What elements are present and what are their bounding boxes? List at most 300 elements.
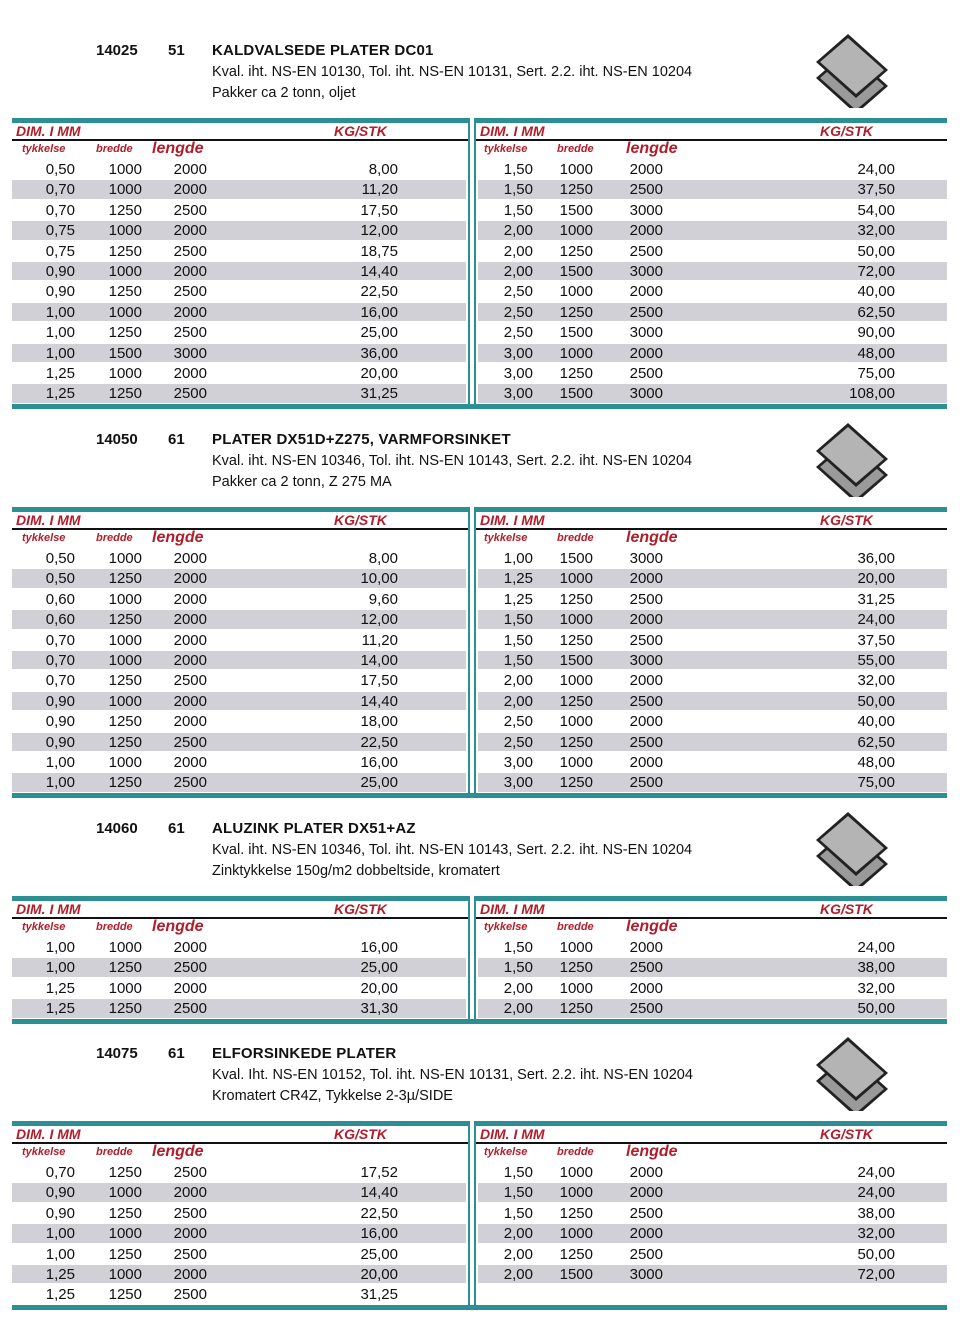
length-cell: 2500 bbox=[173, 283, 207, 301]
width-cell: 1000 bbox=[559, 222, 593, 240]
right-half bbox=[478, 773, 947, 791]
weight-cell: 18,75 bbox=[360, 242, 398, 260]
bredde-header: bredde bbox=[96, 143, 133, 155]
length-cell: 2500 bbox=[629, 1245, 663, 1263]
table-row bbox=[12, 691, 947, 711]
width-cell: 1000 bbox=[108, 1184, 142, 1202]
product-title: ALUZINK PLATER DX51+AZ bbox=[212, 820, 416, 837]
width-cell: 1250 bbox=[108, 733, 142, 751]
article-code: 14050 bbox=[96, 431, 138, 448]
weight-cell: 11,20 bbox=[361, 631, 398, 649]
weight-cell: 48,00 bbox=[857, 754, 895, 771]
length-cell: 2500 bbox=[629, 1204, 663, 1222]
thickness-cell: 3,00 bbox=[503, 344, 533, 362]
weight-cell: 72,00 bbox=[857, 263, 895, 280]
column-header bbox=[12, 123, 947, 139]
length-cell: 2000 bbox=[173, 631, 207, 649]
thickness-cell: 1,50 bbox=[503, 1204, 533, 1222]
width-cell: 1000 bbox=[559, 611, 593, 629]
width-cell: 1250 bbox=[108, 959, 142, 977]
length-cell: 2000 bbox=[629, 672, 663, 690]
weight-cell: 16,00 bbox=[360, 303, 398, 321]
length-cell: 2000 bbox=[629, 161, 663, 178]
weight-cell: 54,00 bbox=[857, 201, 895, 219]
thickness-cell: 3,00 bbox=[503, 365, 533, 382]
length-cell: 2000 bbox=[173, 570, 207, 588]
left-half bbox=[12, 692, 466, 710]
length-cell: 2000 bbox=[173, 1225, 207, 1243]
length-cell: 2000 bbox=[629, 611, 663, 629]
length-cell: 2500 bbox=[173, 324, 207, 342]
width-cell: 1000 bbox=[559, 161, 593, 178]
thickness-cell: 1,25 bbox=[45, 1286, 75, 1304]
weight-cell: 32,00 bbox=[857, 979, 895, 997]
length-cell: 2000 bbox=[629, 713, 663, 731]
weight-cell: 37,50 bbox=[857, 631, 895, 649]
table-row bbox=[12, 957, 947, 977]
packing-line: Pakker ca 2 tonn, oljet bbox=[212, 85, 356, 101]
width-cell: 1000 bbox=[559, 939, 593, 956]
table-row bbox=[12, 1162, 947, 1182]
weight-cell: 8,00 bbox=[368, 550, 398, 567]
width-cell: 1000 bbox=[108, 222, 142, 240]
right-half bbox=[478, 590, 947, 608]
thickness-cell: 1,00 bbox=[45, 939, 75, 956]
weight-cell: 8,00 bbox=[368, 161, 398, 178]
weight-cell: 31,30 bbox=[360, 1000, 398, 1018]
lengde-header: lengde bbox=[152, 918, 204, 935]
article-code: 14025 bbox=[96, 42, 138, 59]
bredde-header: bredde bbox=[557, 1146, 594, 1158]
width-cell: 1250 bbox=[108, 324, 142, 342]
length-cell: 3000 bbox=[629, 652, 663, 669]
width-cell: 1500 bbox=[559, 385, 593, 403]
length-cell: 2500 bbox=[173, 201, 207, 219]
tykkelse-header: tykkelse bbox=[22, 921, 66, 933]
weight-cell: 62,50 bbox=[857, 733, 895, 751]
width-cell: 1250 bbox=[559, 1245, 593, 1263]
table-row bbox=[12, 998, 947, 1018]
length-cell: 2000 bbox=[173, 181, 207, 199]
group-number: 61 bbox=[168, 820, 185, 837]
steel-plates-icon bbox=[812, 806, 892, 886]
width-cell: 1250 bbox=[559, 1000, 593, 1018]
right-half bbox=[478, 938, 947, 956]
right-half bbox=[478, 958, 947, 976]
right-half bbox=[478, 692, 947, 710]
right-half bbox=[478, 569, 947, 587]
weight-cell: 11,20 bbox=[361, 181, 398, 199]
thickness-cell: 2,00 bbox=[503, 979, 533, 997]
lengde-header: lengde bbox=[626, 529, 678, 546]
width-cell: 1000 bbox=[108, 652, 142, 669]
bredde-header: bredde bbox=[557, 143, 594, 155]
dimension-table bbox=[12, 896, 947, 1024]
table-rows bbox=[12, 937, 947, 1019]
width-cell: 1250 bbox=[108, 283, 142, 301]
thickness-cell: 1,00 bbox=[45, 344, 75, 362]
thickness-cell: 1,25 bbox=[503, 590, 533, 608]
left-half bbox=[12, 958, 466, 976]
right-half bbox=[478, 262, 947, 280]
right-half bbox=[478, 753, 947, 771]
spec-line: Kval. iht. NS-EN 10346, Tol. iht. NS-EN 10143, Sert. 2.2. iht. NS-EN 10204 bbox=[212, 842, 693, 858]
thickness-cell: 0,50 bbox=[45, 161, 75, 178]
left-half bbox=[12, 242, 466, 260]
left-half bbox=[12, 753, 466, 771]
width-cell: 1000 bbox=[108, 979, 142, 997]
width-cell: 1000 bbox=[559, 344, 593, 362]
weight-cell: 50,00 bbox=[857, 692, 895, 710]
weight-cell: 10,00 bbox=[360, 570, 398, 588]
weight-cell: 62,50 bbox=[857, 303, 895, 321]
bredde-header: bredde bbox=[557, 532, 594, 544]
length-cell: 3000 bbox=[629, 550, 663, 567]
left-half bbox=[12, 303, 466, 321]
table-bottom-bar bbox=[12, 1019, 947, 1024]
thickness-cell: 1,50 bbox=[503, 201, 533, 219]
thickness-cell: 0,90 bbox=[45, 1184, 75, 1202]
thickness-cell: 1,00 bbox=[45, 1225, 75, 1243]
table-row bbox=[12, 343, 947, 363]
thickness-cell: 0,75 bbox=[45, 242, 75, 260]
right-half bbox=[478, 1245, 947, 1263]
weight-cell: 20,00 bbox=[360, 979, 398, 997]
thickness-cell: 2,00 bbox=[503, 263, 533, 280]
weight-cell: 50,00 bbox=[857, 242, 895, 260]
width-cell: 1500 bbox=[559, 550, 593, 567]
length-cell: 2000 bbox=[173, 939, 207, 956]
length-cell: 2000 bbox=[173, 611, 207, 629]
width-cell: 1000 bbox=[108, 303, 142, 321]
left-half bbox=[12, 384, 466, 402]
length-cell: 2000 bbox=[173, 550, 207, 567]
table-row bbox=[12, 241, 947, 261]
width-cell: 1250 bbox=[108, 242, 142, 260]
weight-cell: 31,25 bbox=[857, 590, 895, 608]
width-cell: 1250 bbox=[108, 1286, 142, 1304]
table-rows bbox=[12, 1162, 947, 1305]
thickness-cell: 1,50 bbox=[503, 939, 533, 956]
width-cell: 1000 bbox=[108, 692, 142, 710]
width-cell: 1000 bbox=[108, 161, 142, 178]
weight-cell: 17,50 bbox=[360, 201, 398, 219]
length-cell: 2500 bbox=[629, 692, 663, 710]
article-code: 14060 bbox=[96, 820, 138, 837]
column-header bbox=[12, 901, 947, 917]
weight-cell: 40,00 bbox=[857, 283, 895, 301]
section-header bbox=[0, 816, 960, 896]
weight-cell: 24,00 bbox=[857, 1164, 895, 1181]
length-cell: 2500 bbox=[173, 1164, 207, 1181]
dim-header: DIM. I MM bbox=[16, 1126, 81, 1142]
width-cell: 1500 bbox=[559, 1266, 593, 1283]
width-cell: 1000 bbox=[559, 570, 593, 588]
right-half bbox=[478, 1183, 947, 1201]
table-bottom-bar bbox=[12, 793, 947, 798]
thickness-cell: 1,50 bbox=[503, 181, 533, 199]
thickness-cell: 2,00 bbox=[503, 242, 533, 260]
left-half bbox=[12, 344, 466, 362]
width-cell: 1250 bbox=[108, 1245, 142, 1263]
section-header bbox=[0, 1041, 960, 1121]
left-half bbox=[12, 651, 466, 669]
width-cell: 1000 bbox=[559, 1225, 593, 1243]
thickness-cell: 1,50 bbox=[503, 611, 533, 629]
width-cell: 1000 bbox=[108, 181, 142, 199]
left-half bbox=[12, 999, 466, 1017]
lengde-header: lengde bbox=[626, 1143, 678, 1160]
table-row bbox=[12, 302, 947, 322]
table-row bbox=[12, 670, 947, 690]
right-half bbox=[478, 1285, 947, 1303]
right-half bbox=[478, 671, 947, 689]
right-half bbox=[478, 1163, 947, 1181]
dim-header: DIM. I MM bbox=[480, 512, 545, 528]
table-row bbox=[12, 589, 947, 609]
length-cell: 2500 bbox=[173, 1000, 207, 1018]
dim-header: DIM. I MM bbox=[16, 512, 81, 528]
weight-cell: 22,50 bbox=[360, 283, 398, 301]
length-cell: 2000 bbox=[173, 1184, 207, 1202]
tykkelse-header: tykkelse bbox=[22, 1146, 66, 1158]
thickness-cell: 0,90 bbox=[45, 1204, 75, 1222]
group-number: 51 bbox=[168, 42, 185, 59]
length-cell: 2000 bbox=[173, 365, 207, 382]
column-divider bbox=[468, 118, 476, 404]
thickness-cell: 0,70 bbox=[45, 1164, 75, 1181]
length-cell: 2500 bbox=[629, 631, 663, 649]
width-cell: 1500 bbox=[559, 263, 593, 280]
table-row bbox=[12, 1244, 947, 1264]
right-half bbox=[478, 712, 947, 730]
length-cell: 2000 bbox=[629, 283, 663, 301]
length-cell: 2000 bbox=[173, 692, 207, 710]
weight-cell: 38,00 bbox=[857, 959, 895, 977]
thickness-cell: 2,00 bbox=[503, 1266, 533, 1283]
thickness-cell: 0,50 bbox=[45, 570, 75, 588]
length-cell: 2500 bbox=[629, 959, 663, 977]
width-cell: 1000 bbox=[108, 590, 142, 608]
kg-header: KG/STK bbox=[334, 1126, 387, 1142]
table-row bbox=[12, 1264, 947, 1284]
sub-header bbox=[12, 530, 947, 548]
right-half bbox=[478, 323, 947, 341]
lengde-header: lengde bbox=[626, 918, 678, 935]
length-cell: 2500 bbox=[629, 733, 663, 751]
weight-cell: 20,00 bbox=[360, 365, 398, 382]
weight-cell: 14,40 bbox=[360, 263, 398, 280]
right-half bbox=[478, 733, 947, 751]
weight-cell: 24,00 bbox=[857, 1184, 895, 1202]
length-cell: 2000 bbox=[629, 1225, 663, 1243]
length-cell: 2000 bbox=[173, 652, 207, 669]
weight-cell: 16,00 bbox=[360, 939, 398, 956]
weight-cell: 24,00 bbox=[857, 161, 895, 178]
tykkelse-header: tykkelse bbox=[22, 532, 66, 544]
thickness-cell: 2,50 bbox=[503, 713, 533, 731]
thickness-cell: 3,00 bbox=[503, 754, 533, 771]
left-half bbox=[12, 1163, 466, 1181]
width-cell: 1000 bbox=[559, 1184, 593, 1202]
table-row bbox=[12, 650, 947, 670]
left-half bbox=[12, 938, 466, 956]
packing-line: Kromatert CR4Z, Tykkelse 2-3µ/SIDE bbox=[212, 1088, 453, 1104]
length-cell: 2000 bbox=[629, 222, 663, 240]
width-cell: 1250 bbox=[108, 570, 142, 588]
table-row bbox=[12, 568, 947, 588]
right-half bbox=[478, 344, 947, 362]
product-title: ELFORSINKEDE PLATER bbox=[212, 1045, 397, 1062]
weight-cell: 16,00 bbox=[360, 754, 398, 771]
weight-cell: 31,25 bbox=[360, 1286, 398, 1304]
right-half bbox=[478, 999, 947, 1017]
left-half bbox=[12, 221, 466, 239]
width-cell: 1500 bbox=[108, 344, 142, 362]
weight-cell: 48,00 bbox=[857, 344, 895, 362]
width-cell: 1250 bbox=[108, 672, 142, 690]
thickness-cell: 1,25 bbox=[45, 365, 75, 382]
length-cell: 2500 bbox=[629, 181, 663, 199]
length-cell: 2500 bbox=[629, 365, 663, 382]
weight-cell: 22,50 bbox=[360, 733, 398, 751]
thickness-cell: 0,50 bbox=[45, 550, 75, 567]
left-half bbox=[12, 569, 466, 587]
column-header bbox=[12, 1126, 947, 1142]
length-cell: 3000 bbox=[629, 201, 663, 219]
table-row bbox=[12, 937, 947, 957]
length-cell: 2500 bbox=[173, 1286, 207, 1304]
thickness-cell: 2,00 bbox=[503, 692, 533, 710]
section-header bbox=[0, 38, 960, 118]
right-half bbox=[478, 221, 947, 239]
weight-cell: 90,00 bbox=[857, 324, 895, 342]
sub-header bbox=[12, 1144, 947, 1162]
length-cell: 2000 bbox=[629, 979, 663, 997]
length-cell: 2000 bbox=[173, 1266, 207, 1283]
thickness-cell: 0,70 bbox=[45, 181, 75, 199]
thickness-cell: 1,25 bbox=[503, 570, 533, 588]
width-cell: 1250 bbox=[559, 1204, 593, 1222]
thickness-cell: 1,50 bbox=[503, 161, 533, 178]
tykkelse-header: tykkelse bbox=[484, 143, 528, 155]
thickness-cell: 1,25 bbox=[45, 979, 75, 997]
left-half bbox=[12, 262, 466, 280]
width-cell: 1250 bbox=[108, 713, 142, 731]
packing-line: Zinktykkelse 150g/m2 dobbeltside, kromatert bbox=[212, 863, 500, 879]
left-half bbox=[12, 1204, 466, 1222]
table-row bbox=[12, 179, 947, 199]
weight-cell: 16,00 bbox=[360, 1225, 398, 1243]
length-cell: 2500 bbox=[629, 1000, 663, 1018]
width-cell: 1500 bbox=[559, 201, 593, 219]
width-cell: 1250 bbox=[559, 365, 593, 382]
weight-cell: 38,00 bbox=[857, 1204, 895, 1222]
table-bottom-bar bbox=[12, 404, 947, 409]
length-cell: 2000 bbox=[629, 754, 663, 771]
bredde-header: bredde bbox=[96, 532, 133, 544]
weight-cell: 14,40 bbox=[360, 692, 398, 710]
column-divider bbox=[468, 1121, 476, 1305]
packing-line: Pakker ca 2 tonn, Z 275 MA bbox=[212, 474, 392, 490]
left-half bbox=[12, 1224, 466, 1242]
length-cell: 2000 bbox=[173, 590, 207, 608]
weight-cell: 24,00 bbox=[857, 939, 895, 956]
left-half bbox=[12, 1265, 466, 1283]
dim-header: DIM. I MM bbox=[16, 901, 81, 917]
thickness-cell: 1,00 bbox=[45, 303, 75, 321]
section-header bbox=[0, 427, 960, 507]
left-half bbox=[12, 1245, 466, 1263]
left-half bbox=[12, 712, 466, 730]
tykkelse-header: tykkelse bbox=[484, 532, 528, 544]
column-divider bbox=[468, 507, 476, 793]
kg-header: KG/STK bbox=[820, 512, 873, 528]
width-cell: 1000 bbox=[108, 550, 142, 567]
product-title: PLATER DX51D+Z275, VARMFORSINKET bbox=[212, 431, 511, 448]
weight-cell: 25,00 bbox=[360, 774, 398, 792]
right-half bbox=[478, 979, 947, 997]
length-cell: 2500 bbox=[629, 303, 663, 321]
table-row bbox=[12, 609, 947, 629]
right-half bbox=[478, 303, 947, 321]
length-cell: 2500 bbox=[173, 959, 207, 977]
product-title: KALDVALSEDE PLATER DC01 bbox=[212, 42, 434, 59]
weight-cell: 31,25 bbox=[360, 385, 398, 403]
length-cell: 2500 bbox=[173, 733, 207, 751]
width-cell: 1250 bbox=[559, 692, 593, 710]
table-row bbox=[12, 630, 947, 650]
width-cell: 1000 bbox=[559, 283, 593, 301]
left-half bbox=[12, 773, 466, 791]
right-half bbox=[478, 1204, 947, 1222]
width-cell: 1000 bbox=[559, 672, 593, 690]
weight-cell: 17,52 bbox=[360, 1164, 398, 1181]
width-cell: 1000 bbox=[108, 939, 142, 956]
left-half bbox=[12, 733, 466, 751]
width-cell: 1250 bbox=[108, 774, 142, 792]
thickness-cell: 1,00 bbox=[503, 550, 533, 567]
left-half bbox=[12, 1285, 466, 1303]
thickness-cell: 1,50 bbox=[503, 1164, 533, 1181]
length-cell: 2500 bbox=[629, 774, 663, 792]
thickness-cell: 2,50 bbox=[503, 733, 533, 751]
column-divider bbox=[468, 896, 476, 1019]
dim-header: DIM. I MM bbox=[16, 123, 81, 139]
steel-plates-icon bbox=[812, 417, 892, 497]
thickness-cell: 0,90 bbox=[45, 713, 75, 731]
length-cell: 2500 bbox=[173, 1204, 207, 1222]
width-cell: 1250 bbox=[559, 733, 593, 751]
table-row bbox=[12, 711, 947, 731]
table-row bbox=[12, 261, 947, 281]
weight-cell: 22,50 bbox=[360, 1204, 398, 1222]
table-row bbox=[12, 978, 947, 998]
left-half bbox=[12, 671, 466, 689]
table-row bbox=[12, 383, 947, 403]
length-cell: 2000 bbox=[629, 1184, 663, 1202]
thickness-cell: 1,00 bbox=[45, 1245, 75, 1263]
width-cell: 1250 bbox=[559, 774, 593, 792]
width-cell: 1250 bbox=[559, 181, 593, 199]
length-cell: 2500 bbox=[629, 590, 663, 608]
right-half bbox=[478, 242, 947, 260]
weight-cell: 24,00 bbox=[857, 611, 895, 629]
table-row bbox=[12, 752, 947, 772]
width-cell: 1250 bbox=[559, 631, 593, 649]
table-row bbox=[12, 281, 947, 301]
weight-cell: 36,00 bbox=[857, 550, 895, 567]
